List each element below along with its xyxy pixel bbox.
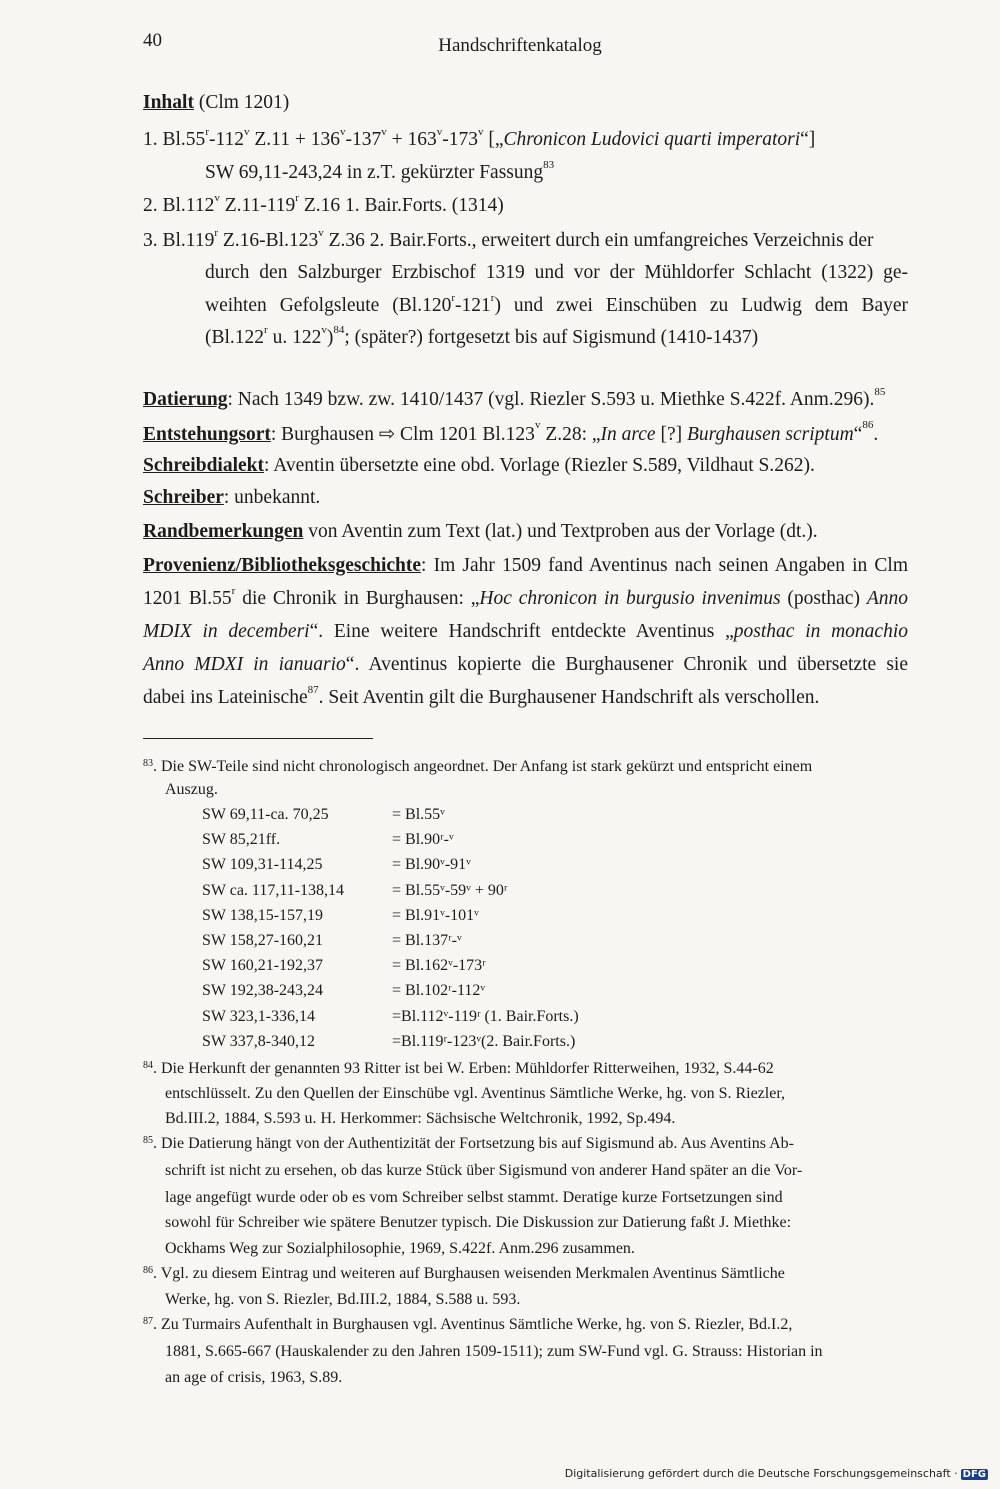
table-cell-sw: SW ca. 117,11-138,14 — [202, 881, 345, 899]
table-cell-bl: = Bl.137ʳ-ᵛ — [392, 932, 462, 949]
table-cell-sw: SW 85,21ff. — [202, 831, 281, 849]
table-cell-bl: = Bl.90ᵛ-91ᵛ — [392, 856, 471, 874]
dfg-logo: DFG — [962, 1469, 986, 1480]
datierung-field: Datierung: Nach 1349 bzw. zw. 1410/1437 (vgl. Riezler S.593 u. Miethke S.422f. Anm.296).$^{85}$ — [143, 386, 886, 410]
page-number: 40 — [143, 30, 162, 51]
running-title: Handschriftenkatalog — [438, 35, 602, 56]
footnote-87: $^{87}$. Zu Turmairs Aufenthalt in Burghausen vgl. Aventinus Sämtliche Werke, hg. von S. Riezler, Bd.I.2, — [143, 1316, 793, 1333]
schreibdialekt-field: Schreibdialekt: Aventin übersetzte eine obd. Vorlage (Riezler S.589, Vildhaut S.262). — [143, 455, 815, 476]
table-cell-sw: SW 323,1-336,14 — [202, 1007, 316, 1025]
table-cell-sw: SW 337,8-340,12 — [202, 1032, 316, 1050]
provenienz-line-1: Provenienz/Bibliotheksgeschichte: Im Jahr 1509 fand Aventinus nach seinen Angaben in Clm — [143, 555, 908, 576]
table-cell-sw: SW 158,27-160,21 — [202, 932, 324, 949]
provenienz-line-4: Anno MDXI in ianuario“. Aventinus kopierte die Burghausener Chronik und übersetzte sie — [143, 654, 908, 675]
table-cell-sw: SW 160,21-192,37 — [202, 957, 324, 975]
dfg-footer: Digitalisierung gefördert durch die Deutsche Forschungsgemeinschaft · DFG — [564, 1467, 986, 1480]
table-cell-bl: = Bl.162ᵛ-173ʳ — [392, 957, 486, 975]
footnote-84: $^{84}$. Die Herkunft der genannten 93 Ritter ist bei W. Erben: Mühldorfer Ritterweihen, 1932, S.44-62 — [143, 1060, 774, 1077]
inhalt-heading: Inhalt (Clm 1201) — [143, 92, 290, 113]
content-item-3-line-4: (Bl.122$^r$ u. 122$^v$)$^{84}$; (später?) fortgesetzt bis auf Sigismund (1410-1437) — [205, 324, 759, 348]
schreiber-field: Schreiber: unbekannt. — [143, 487, 321, 508]
document-page: 40 Handschriftenkatalog Inhalt (Clm 1201) 1. Bl.55$^r$-112$^v$ $Z.11 + 136^v-137^v + 163^v-173^v$ [„Chronicon Ludovici quarti imperatori“] SW 69,11-243,24 in z.T. gekürzter Fassung$^{83}$ 2. Bl.112$^v$ Z.11-119$^r$ Z.16 1. Bair.Forts. (1314) 3. Bl.119$^r$ Z.16-Bl.123$^v$ Z.36 2. Bair.Forts., erweitert durch ein umfangreiches Verzeichnis der durch den Salzburger Erzbischof 1319 und vor der Mühldorfer Schlacht (1322) ge- weihten Gefolgsleute (Bl.120$^r$-121$^r$) und zwei Einschüben zu Ludwig dem Bayer (Bl.122$^r$ u. 122$^v$)$^{84}$; (später?) fortgesetzt bis auf Sigismund (1410-1437) Datierung: Nach 1349 bzw. zw. 1410/1437 (vgl. Riezler S.593 u. Miethke S.422f. Anm.296).$^{85}$ Entstehungsort: Burghausen ⇨ Clm 1201 Bl.123$^v$ Z.28: „In arce [?] Burghausen scriptum“$^{86}$. Schreibdialekt: Aventin übersetzte eine obd. Vorlage (Riezler S.589, Vildhaut S.262). Schreiber: unbekannt. Randbemerkungen von Aventin zum Text (lat.) und Textproben aus der Vorlage (dt.). Provenienz/Bibliotheksgeschichte: Im Jahr 1509 fand Aventinus nach seinen Angaben in Clm 1201 Bl.55$^r$ die Chronik in Burghausen: „Hoc chronicon in burgusio invenimus (posthac) Anno MDIX in decemberi“. Eine weitere Handschrift entdeckte Aventinus „posthac in monachio Anno MDXI in ianuario“. Aventinus kopierte die Burghausener Chronik und übersetzte sie dabei ins Lateinische$^{87}$. Seit Aventin gilt die Burghausener Handschrift als verschollen. $^{83}$. Die SW-Teile sind nicht chronologisch angeordnet. Der Anfang ist stark gekürzt und entspricht einem Auszug. $^{84}$. Die Herkunft der genannten 93 Ritter ist bei W. Erben: Mühldorfer Ritterweihen, 1932, S.44-62 entschlüsselt. Zu den Quellen der Einschübe vgl. Aventinus Sämtliche Werke, hg. von S. Riezler, Bd.III.2, 1884, S.593 u. H. Herkommer: Sächsische Weltchronik, 1992, Sp.494. $^{85}$. Die Datierung hängt von der Authentizität der Fortsetzung bis auf Sigismund ab. Aus Aventins Ab- schrift ist nicht zu ersehen, ob das kurze Stück über Sigismund von anderer Hand später an die Vor- lage angefügt wurde oder ob es vom Schreiber selbst stammt. Deratige kurze Fortsetzungen sind sowohl für Schreiber wie spätere Benutzer typisch. Die Diskussion zur Datierung faßt J. Miethke: Ockhams Weg zur Sozialphilosophie, 1969, S.422f. Anm.296 zusammen. $^{86}$. Vgl. zu diesem Eintrag und weiteren auf Burghausen weisenden Merkmalen Aventinus Sämtliche Werke, hg. von S. Riezler, Bd.III.2, 1884, S.588 u. 593. $^{87}$. Zu Turmairs Aufenthalt in Burghausen vgl. Aventinus Sämtliche Werke, hg. von S. Riezler, Bd.I.2, 1881, S.665-667 (Hauskalender zu den Jahren 1509-1511); zum SW-Fund vgl. G. Strauss: Historian in an age of crisis, 1963, S.89. SW 69,11-ca. 70,25 = Bl.55ᵛ SW 85,21ff. = Bl.90ʳ-ᵛ SW 109,31-114,25 = Bl.90ᵛ-91ᵛ SW ca. 117,11-138,14 = Bl.55ᵛ-59ᵛ + 90ʳ SW 138,15-157,19 = Bl.91ᵛ-101ᵛ SW 158,27-160,21 = Bl.137ʳ-ᵛ SW 160,21-192,37 = Bl.162ᵛ-173ʳ SW 192,38-243,24 = Bl.102ʳ-112ᵛ SW 323,1-336,14 =Bl.112ᵛ-119ʳ (1. Bair.Forts.) SW 337,8-340,12 =Bl.119ʳ-123ᵛ(2. Bair.Forts.) Digitalisierung gefördert durch die Deutsche Forschungsgemeinschaft · DFG — [0, 0, 1000, 1489]
table-cell-bl: =Bl.119ʳ-123ᵛ(2. Bair.Forts.) — [392, 1032, 576, 1050]
footnote-divider — [143, 738, 373, 739]
table-cell-bl: = Bl.55ᵛ — [392, 806, 445, 823]
footnote-86: $^{86}$. Vgl. zu diesem Eintrag und weiteren auf Burghausen weisenden Merkmalen Aventinus Sämtliche — [143, 1265, 785, 1282]
provenienz-line-5: dabei ins Lateinische$^{87}$. Seit Aventin gilt die Burghausener Handschrift als verschollen. — [143, 684, 820, 708]
provenienz-line-2: 1201 Bl.55$^r$ die Chronik in Burghausen: „Hoc chronicon in burgusio invenimus (posthac) Anno — [143, 585, 908, 609]
table-cell-sw: SW 69,11-ca. 70,25 — [202, 806, 329, 823]
footnote-85: $^{85}$. Die Datierung hängt von der Authentizität der Fortsetzung bis auf Sigismund ab. Aus Aventins Ab- — [143, 1135, 794, 1152]
table-cell-sw: SW 192,38-243,24 — [202, 982, 324, 1000]
inhalt-label: Inhalt — [143, 92, 194, 113]
table-cell-bl: = Bl.90ʳ-ᵛ — [392, 831, 454, 849]
table-cell-bl: = Bl.55ᵛ-59ᵛ + 90ʳ — [392, 881, 508, 899]
table-cell-sw: SW 138,15-157,19 — [202, 906, 324, 924]
table-cell-bl: = Bl.91ᵛ-101ᵛ — [392, 906, 479, 924]
table-cell-bl: =Bl.112ᵛ-119ʳ (1. Bair.Forts.) — [392, 1007, 579, 1025]
content-item-1-line-2: SW 69,11-243,24 in z.T. gekürzter Fassung$^{83}$ — [205, 159, 555, 183]
content-item-1: 1. Bl.55$^r$-112$^v$ $Z.11 + 136^v-137^v + 163^v-173^v$ [„Chronicon Ludovici quarti imperatori“] — [143, 126, 816, 150]
table-cell-sw: SW 109,31-114,25 — [202, 856, 323, 874]
content-item-3-line-3: weihten Gefolgsleute (Bl.120$^r$-121$^r$) und zwei Einschüben zu Ludwig dem Bayer — [205, 292, 909, 316]
table-cell-bl: = Bl.102ʳ-112ᵛ — [392, 982, 486, 1000]
entstehungsort-field: Entstehungsort: Burghausen ⇨ Clm 1201 Bl.123$^v$ Z.28: „In arce [?] Burghausen scriptum“$^{86}$. — [143, 419, 879, 445]
footnote-83: $^{83}$. Die SW-Teile sind nicht chronologisch angeordnet. Der Anfang ist stark gekürzt und entspricht einem — [143, 758, 813, 775]
randbemerkungen-field: Randbemerkungen von Aventin zum Text (lat.) und Textproben aus der Vorlage (dt.). — [143, 521, 818, 542]
content-item-3-line-2: durch den Salzburger Erzbischof 1319 und vor der Mühldorfer Schlacht (1322) ge- — [205, 262, 908, 283]
provenienz-line-3: MDIX in decemberi“. Eine weitere Handschrift entdeckte Aventinus „posthac in monachio — [143, 621, 909, 642]
content-item-2: 2. Bl.112$^v$ Z.11-119$^r$ Z.16 1. Bair.Forts. (1314) — [143, 192, 504, 216]
content-item-3: 3. Bl.119$^r$ Z.16-Bl.123$^v$ Z.36 2. Bair.Forts., erweitert durch ein umfangreiches Verzeichnis der — [143, 227, 874, 251]
